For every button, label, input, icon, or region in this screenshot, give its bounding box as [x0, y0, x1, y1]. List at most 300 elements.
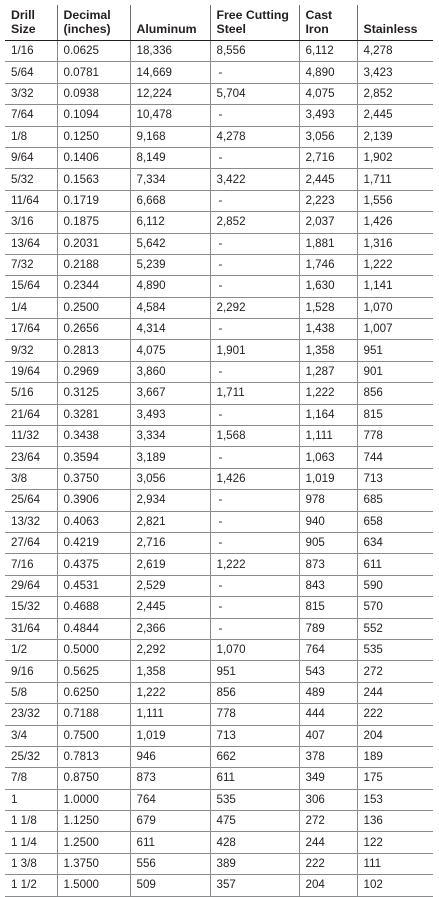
- table-row: [5, 62, 433, 83]
- cast-iron-cell: 244: [299, 832, 357, 853]
- drill-size-cell: 5/8: [5, 682, 57, 703]
- decimal-cell: 0.1406: [57, 147, 130, 168]
- decimal-cell: 0.3750: [57, 468, 130, 489]
- cast-iron-cell: 1,358: [299, 340, 357, 361]
- header-free-cutting-steel: [210, 5, 299, 41]
- table-row: [5, 404, 433, 425]
- cast-iron-cell: 349: [299, 768, 357, 789]
- decimal-cell: 0.2031: [57, 233, 130, 254]
- aluminum-cell: 4,584: [130, 297, 210, 318]
- aluminum-cell: 3,667: [130, 383, 210, 404]
- cast-iron-cell: 444: [299, 704, 357, 725]
- stainless-cell: 1,556: [357, 190, 433, 211]
- table-row: [5, 811, 433, 832]
- decimal-cell: 0.3438: [57, 426, 130, 447]
- free-cutting-steel-cell: 5,704: [210, 83, 299, 104]
- table-header: [5, 5, 433, 41]
- decimal-cell: 1.5000: [57, 875, 130, 896]
- table-row: [5, 554, 433, 575]
- drill-size-cell: 23/64: [5, 447, 57, 468]
- drill-size-cell: 21/64: [5, 404, 57, 425]
- free-cutting-steel-cell: -: [210, 233, 299, 254]
- drill-size-cell: 1 1/8: [5, 811, 57, 832]
- aluminum-cell: 6,112: [130, 212, 210, 233]
- table-row: [5, 212, 433, 233]
- drill-size-cell: 9/16: [5, 661, 57, 682]
- header-cast-iron: [299, 5, 357, 41]
- aluminum-cell: 3,860: [130, 361, 210, 382]
- aluminum-cell: 12,224: [130, 83, 210, 104]
- stainless-cell: 1,316: [357, 233, 433, 254]
- table-row: [5, 789, 433, 810]
- aluminum-cell: 3,334: [130, 426, 210, 447]
- table-row: [5, 468, 433, 489]
- table-row: [5, 597, 433, 618]
- drill-size-cell: 29/64: [5, 575, 57, 596]
- table-row: [5, 276, 433, 297]
- aluminum-cell: 2,292: [130, 639, 210, 660]
- cast-iron-cell: 764: [299, 639, 357, 660]
- stainless-cell: 2,139: [357, 126, 433, 147]
- stainless-cell: 815: [357, 404, 433, 425]
- drill-size-cell: 31/64: [5, 618, 57, 639]
- aluminum-cell: 14,669: [130, 62, 210, 83]
- drill-size-cell: 13/32: [5, 511, 57, 532]
- decimal-cell: 0.5625: [57, 661, 130, 682]
- decimal-cell: 1.3750: [57, 853, 130, 874]
- aluminum-cell: 7,334: [130, 169, 210, 190]
- cast-iron-cell: 1,881: [299, 233, 357, 254]
- aluminum-cell: 3,056: [130, 468, 210, 489]
- decimal-cell: 0.2656: [57, 319, 130, 340]
- aluminum-cell: 1,111: [130, 704, 210, 725]
- free-cutting-steel-cell: 2,292: [210, 297, 299, 318]
- table-row: [5, 832, 433, 853]
- header-line-2: (inches): [63, 22, 111, 36]
- free-cutting-steel-cell: -: [210, 575, 299, 596]
- cast-iron-cell: 1,019: [299, 468, 357, 489]
- free-cutting-steel-cell: -: [210, 404, 299, 425]
- table-row: [5, 105, 433, 126]
- free-cutting-steel-cell: -: [210, 190, 299, 211]
- decimal-cell: 0.2500: [57, 297, 130, 318]
- decimal-cell: 0.2344: [57, 276, 130, 297]
- cast-iron-cell: 873: [299, 554, 357, 575]
- cast-iron-cell: 1,287: [299, 361, 357, 382]
- table-row: [5, 190, 433, 211]
- drill-speed-table: [5, 5, 433, 897]
- decimal-cell: 1.2500: [57, 832, 130, 853]
- drill-size-cell: 7/16: [5, 554, 57, 575]
- aluminum-cell: 10,478: [130, 105, 210, 126]
- free-cutting-steel-cell: 1,070: [210, 639, 299, 660]
- stainless-cell: 272: [357, 661, 433, 682]
- cast-iron-cell: 407: [299, 725, 357, 746]
- table-row: [5, 233, 433, 254]
- free-cutting-steel-cell: 856: [210, 682, 299, 703]
- table-row: [5, 126, 433, 147]
- stainless-cell: 153: [357, 789, 433, 810]
- drill-size-cell: 5/16: [5, 383, 57, 404]
- free-cutting-steel-cell: 475: [210, 811, 299, 832]
- free-cutting-steel-cell: -: [210, 147, 299, 168]
- table-row: [5, 746, 433, 767]
- cast-iron-cell: 1,164: [299, 404, 357, 425]
- stainless-cell: 611: [357, 554, 433, 575]
- stainless-cell: 744: [357, 447, 433, 468]
- free-cutting-steel-cell: -: [210, 490, 299, 511]
- stainless-cell: 222: [357, 704, 433, 725]
- table-row: [5, 83, 433, 104]
- free-cutting-steel-cell: 8,556: [210, 41, 299, 62]
- cast-iron-cell: 4,075: [299, 83, 357, 104]
- drill-size-cell: 9/64: [5, 147, 57, 168]
- drill-size-cell: 19/64: [5, 361, 57, 382]
- drill-size-cell: 1: [5, 789, 57, 810]
- decimal-cell: 0.1250: [57, 126, 130, 147]
- free-cutting-steel-cell: 357: [210, 875, 299, 896]
- free-cutting-steel-cell: 535: [210, 789, 299, 810]
- drill-size-cell: 7/64: [5, 105, 57, 126]
- stainless-cell: 778: [357, 426, 433, 447]
- table-row: [5, 426, 433, 447]
- drill-size-cell: 25/32: [5, 746, 57, 767]
- aluminum-cell: 679: [130, 811, 210, 832]
- stainless-cell: 901: [357, 361, 433, 382]
- header-decimal: [57, 5, 130, 41]
- drill-size-cell: 1/16: [5, 41, 57, 62]
- free-cutting-steel-cell: -: [210, 62, 299, 83]
- cast-iron-cell: 940: [299, 511, 357, 532]
- cast-iron-cell: 4,890: [299, 62, 357, 83]
- stainless-cell: 2,852: [357, 83, 433, 104]
- decimal-cell: 0.7813: [57, 746, 130, 767]
- stainless-cell: 951: [357, 340, 433, 361]
- decimal-cell: 0.7188: [57, 704, 130, 725]
- cast-iron-cell: 1,746: [299, 254, 357, 275]
- free-cutting-steel-cell: -: [210, 254, 299, 275]
- drill-size-cell: 1/2: [5, 639, 57, 660]
- free-cutting-steel-cell: -: [210, 361, 299, 382]
- cast-iron-cell: 789: [299, 618, 357, 639]
- stainless-cell: 1,007: [357, 319, 433, 340]
- drill-size-cell: 15/32: [5, 597, 57, 618]
- header-line-2: Aluminum: [136, 22, 197, 36]
- stainless-cell: 1,070: [357, 297, 433, 318]
- decimal-cell: 0.4063: [57, 511, 130, 532]
- decimal-cell: 0.1719: [57, 190, 130, 211]
- drill-size-cell: 27/64: [5, 532, 57, 553]
- drill-size-cell: 1 1/4: [5, 832, 57, 853]
- decimal-cell: 0.0781: [57, 62, 130, 83]
- free-cutting-steel-cell: 1,901: [210, 340, 299, 361]
- stainless-cell: 3,423: [357, 62, 433, 83]
- aluminum-cell: 873: [130, 768, 210, 789]
- decimal-cell: 0.3906: [57, 490, 130, 511]
- aluminum-cell: 2,619: [130, 554, 210, 575]
- stainless-cell: 685: [357, 490, 433, 511]
- table-row: [5, 853, 433, 874]
- table-row: [5, 297, 433, 318]
- table-row: [5, 661, 433, 682]
- stainless-cell: 713: [357, 468, 433, 489]
- decimal-cell: 0.6250: [57, 682, 130, 703]
- cast-iron-cell: 204: [299, 875, 357, 896]
- cast-iron-cell: 815: [299, 597, 357, 618]
- aluminum-cell: 2,934: [130, 490, 210, 511]
- stainless-cell: 136: [357, 811, 433, 832]
- cast-iron-cell: 489: [299, 682, 357, 703]
- drill-size-cell: 3/4: [5, 725, 57, 746]
- aluminum-cell: 4,890: [130, 276, 210, 297]
- cast-iron-cell: 6,112: [299, 41, 357, 62]
- stainless-cell: 1,711: [357, 169, 433, 190]
- aluminum-cell: 509: [130, 875, 210, 896]
- aluminum-cell: 5,239: [130, 254, 210, 275]
- decimal-cell: 0.1094: [57, 105, 130, 126]
- drill-size-cell: 1/4: [5, 297, 57, 318]
- stainless-cell: 102: [357, 875, 433, 896]
- table-row: [5, 490, 433, 511]
- stainless-cell: 175: [357, 768, 433, 789]
- drill-size-cell: 23/32: [5, 704, 57, 725]
- free-cutting-steel-cell: -: [210, 597, 299, 618]
- decimal-cell: 0.5000: [57, 639, 130, 660]
- table-row: [5, 361, 433, 382]
- free-cutting-steel-cell: -: [210, 511, 299, 532]
- cast-iron-cell: 2,037: [299, 212, 357, 233]
- header-line-1: Cast: [305, 8, 333, 22]
- aluminum-cell: 6,668: [130, 190, 210, 211]
- cast-iron-cell: 2,716: [299, 147, 357, 168]
- cast-iron-cell: 905: [299, 532, 357, 553]
- drill-size-cell: 1/8: [5, 126, 57, 147]
- free-cutting-steel-cell: -: [210, 105, 299, 126]
- decimal-cell: 0.1563: [57, 169, 130, 190]
- stainless-cell: 204: [357, 725, 433, 746]
- table-row: [5, 639, 433, 660]
- stainless-cell: 244: [357, 682, 433, 703]
- header-line-1: Free Cutting: [216, 8, 289, 22]
- stainless-cell: 122: [357, 832, 433, 853]
- drill-size-cell: 1 1/2: [5, 875, 57, 896]
- free-cutting-steel-cell: 1,426: [210, 468, 299, 489]
- cast-iron-cell: 1,063: [299, 447, 357, 468]
- table-row: [5, 41, 433, 62]
- stainless-cell: 111: [357, 853, 433, 874]
- aluminum-cell: 764: [130, 789, 210, 810]
- table-row: [5, 447, 433, 468]
- header-line-2: Stainless: [363, 22, 418, 36]
- header-line-1: Drill: [11, 8, 35, 22]
- decimal-cell: 0.4219: [57, 532, 130, 553]
- stainless-cell: 4,278: [357, 41, 433, 62]
- stainless-cell: 856: [357, 383, 433, 404]
- aluminum-cell: 946: [130, 746, 210, 767]
- table-row: [5, 768, 433, 789]
- free-cutting-steel-cell: -: [210, 319, 299, 340]
- table-row: [5, 340, 433, 361]
- cast-iron-cell: 2,223: [299, 190, 357, 211]
- header-line-2: Iron: [305, 22, 329, 36]
- drill-size-cell: 7/8: [5, 768, 57, 789]
- free-cutting-steel-cell: 2,852: [210, 212, 299, 233]
- drill-size-cell: 13/64: [5, 233, 57, 254]
- decimal-cell: 0.0625: [57, 41, 130, 62]
- table-row: [5, 383, 433, 404]
- aluminum-cell: 2,716: [130, 532, 210, 553]
- aluminum-cell: 2,445: [130, 597, 210, 618]
- free-cutting-steel-cell: 1,222: [210, 554, 299, 575]
- drill-size-cell: 5/64: [5, 62, 57, 83]
- table-row: [5, 532, 433, 553]
- drill-size-cell: 11/32: [5, 426, 57, 447]
- cast-iron-cell: 843: [299, 575, 357, 596]
- decimal-cell: 0.8750: [57, 768, 130, 789]
- stainless-cell: 1,222: [357, 254, 433, 275]
- free-cutting-steel-cell: -: [210, 618, 299, 639]
- aluminum-cell: 2,366: [130, 618, 210, 639]
- drill-size-cell: 5/32: [5, 169, 57, 190]
- drill-size-cell: 1 3/8: [5, 853, 57, 874]
- drill-size-cell: 3/16: [5, 212, 57, 233]
- free-cutting-steel-cell: 951: [210, 661, 299, 682]
- aluminum-cell: 1,222: [130, 682, 210, 703]
- free-cutting-steel-cell: 713: [210, 725, 299, 746]
- stainless-cell: 552: [357, 618, 433, 639]
- aluminum-cell: 8,149: [130, 147, 210, 168]
- aluminum-cell: 1,358: [130, 661, 210, 682]
- table-row: [5, 618, 433, 639]
- cast-iron-cell: 978: [299, 490, 357, 511]
- free-cutting-steel-cell: 428: [210, 832, 299, 853]
- aluminum-cell: 3,493: [130, 404, 210, 425]
- cast-iron-cell: 2,445: [299, 169, 357, 190]
- decimal-cell: 0.4375: [57, 554, 130, 575]
- table-body: [5, 41, 433, 897]
- cast-iron-cell: 3,493: [299, 105, 357, 126]
- drill-size-cell: 3/32: [5, 83, 57, 104]
- table-row: [5, 875, 433, 896]
- table-row: [5, 575, 433, 596]
- stainless-cell: 634: [357, 532, 433, 553]
- stainless-cell: 2,445: [357, 105, 433, 126]
- decimal-cell: 0.4688: [57, 597, 130, 618]
- free-cutting-steel-cell: 611: [210, 768, 299, 789]
- aluminum-cell: 1,019: [130, 725, 210, 746]
- decimal-cell: 0.3281: [57, 404, 130, 425]
- cast-iron-cell: 543: [299, 661, 357, 682]
- cast-iron-cell: 1,111: [299, 426, 357, 447]
- aluminum-cell: 611: [130, 832, 210, 853]
- decimal-cell: 0.4844: [57, 618, 130, 639]
- cast-iron-cell: 3,056: [299, 126, 357, 147]
- decimal-cell: 1.1250: [57, 811, 130, 832]
- decimal-cell: 0.2813: [57, 340, 130, 361]
- decimal-cell: 0.1875: [57, 212, 130, 233]
- aluminum-cell: 2,821: [130, 511, 210, 532]
- free-cutting-steel-cell: -: [210, 276, 299, 297]
- header-stainless: [357, 5, 433, 41]
- stainless-cell: 1,426: [357, 212, 433, 233]
- drill-speed-table-sheet: [5, 5, 433, 897]
- free-cutting-steel-cell: 4,278: [210, 126, 299, 147]
- decimal-cell: 0.3594: [57, 447, 130, 468]
- header-line-2: Size: [11, 22, 36, 36]
- table-row: [5, 147, 433, 168]
- cast-iron-cell: 306: [299, 789, 357, 810]
- table-row: [5, 511, 433, 532]
- stainless-cell: 570: [357, 597, 433, 618]
- cast-iron-cell: 272: [299, 811, 357, 832]
- header-aluminum: [130, 5, 210, 41]
- free-cutting-steel-cell: -: [210, 447, 299, 468]
- decimal-cell: 0.3125: [57, 383, 130, 404]
- stainless-cell: 535: [357, 639, 433, 660]
- aluminum-cell: 4,314: [130, 319, 210, 340]
- decimal-cell: 0.0938: [57, 83, 130, 104]
- table-row: [5, 254, 433, 275]
- drill-size-cell: 17/64: [5, 319, 57, 340]
- drill-size-cell: 25/64: [5, 490, 57, 511]
- drill-size-cell: 11/64: [5, 190, 57, 211]
- aluminum-cell: 2,529: [130, 575, 210, 596]
- aluminum-cell: 9,168: [130, 126, 210, 147]
- header-row: [5, 5, 433, 41]
- drill-size-cell: 15/64: [5, 276, 57, 297]
- cast-iron-cell: 1,630: [299, 276, 357, 297]
- stainless-cell: 590: [357, 575, 433, 596]
- free-cutting-steel-cell: 1,711: [210, 383, 299, 404]
- aluminum-cell: 3,189: [130, 447, 210, 468]
- stainless-cell: 1,141: [357, 276, 433, 297]
- stainless-cell: 189: [357, 746, 433, 767]
- free-cutting-steel-cell: 778: [210, 704, 299, 725]
- aluminum-cell: 556: [130, 853, 210, 874]
- table-row: [5, 704, 433, 725]
- drill-size-cell: 7/32: [5, 254, 57, 275]
- decimal-cell: 0.2969: [57, 361, 130, 382]
- table-row: [5, 682, 433, 703]
- decimal-cell: 1.0000: [57, 789, 130, 810]
- header-line-2: Steel: [216, 22, 246, 36]
- drill-size-cell: 3/8: [5, 468, 57, 489]
- decimal-cell: 0.7500: [57, 725, 130, 746]
- free-cutting-steel-cell: -: [210, 532, 299, 553]
- header-line-1: Decimal: [63, 8, 111, 22]
- free-cutting-steel-cell: 389: [210, 853, 299, 874]
- decimal-cell: 0.2188: [57, 254, 130, 275]
- cast-iron-cell: 1,222: [299, 383, 357, 404]
- table-row: [5, 169, 433, 190]
- free-cutting-steel-cell: 1,568: [210, 426, 299, 447]
- table-row: [5, 319, 433, 340]
- header-drill-size: [5, 5, 57, 41]
- stainless-cell: 1,902: [357, 147, 433, 168]
- drill-size-cell: 9/32: [5, 340, 57, 361]
- aluminum-cell: 5,642: [130, 233, 210, 254]
- cast-iron-cell: 222: [299, 853, 357, 874]
- table-row: [5, 725, 433, 746]
- aluminum-cell: 4,075: [130, 340, 210, 361]
- free-cutting-steel-cell: 662: [210, 746, 299, 767]
- decimal-cell: 0.4531: [57, 575, 130, 596]
- cast-iron-cell: 1,438: [299, 319, 357, 340]
- free-cutting-steel-cell: 3,422: [210, 169, 299, 190]
- cast-iron-cell: 1,528: [299, 297, 357, 318]
- aluminum-cell: 18,336: [130, 41, 210, 62]
- stainless-cell: 658: [357, 511, 433, 532]
